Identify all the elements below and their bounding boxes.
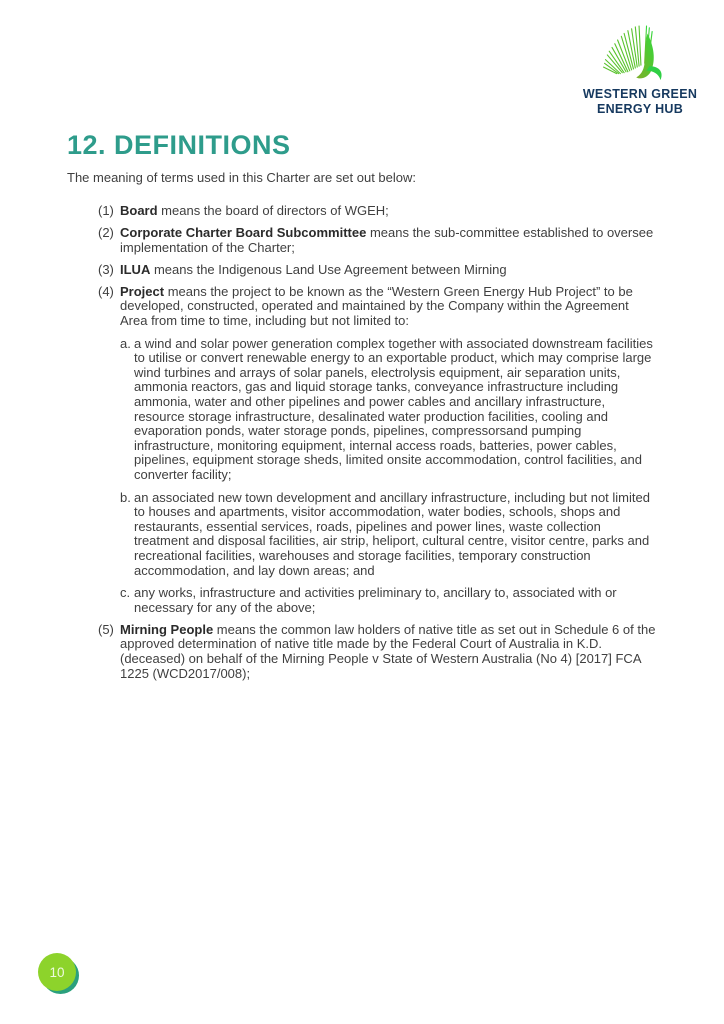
list-item-marker: (4)	[98, 283, 114, 299]
page-number-badge	[38, 953, 82, 997]
sub-definitions-list	[120, 337, 658, 616]
list-item	[98, 226, 658, 255]
list-item-marker: (3)	[98, 261, 114, 277]
sub-list-item-marker: c.	[120, 585, 131, 601]
sub-list-item-text: an associated new town development and ancillary infrastructure, including but not limited to houses and apartments, visitor accommodation, water bodies, schools, shops and restaurants, essential services, roads, pipelines and power lines, waste collection treatment and disposal facilities, air strip, heliport, cultural centre, visitor centre, parks and recreational facilities, warehouses and storage facilities, temporary construction accommodation, and lay down areas; and	[134, 489, 650, 578]
definition-term: Board	[120, 203, 158, 218]
content-column	[67, 130, 658, 689]
list-item-marker: (2)	[98, 225, 114, 241]
definition-term: Mirning People	[120, 621, 214, 637]
definition-term: ILUA	[120, 261, 151, 277]
list-item-body	[120, 263, 658, 278]
list-item-marker: (5)	[98, 621, 114, 637]
list-item	[98, 263, 658, 278]
page-title: DEFINITIONS	[114, 130, 291, 160]
sub-list-item	[120, 337, 658, 483]
list-item	[98, 623, 658, 681]
list-item-body	[120, 285, 658, 615]
intro-paragraph: The meaning of terms used in this Charter are set out below:	[67, 170, 417, 185]
definition-term: Corporate Charter Board Subcommittee	[120, 225, 367, 241]
eagle-logo-icon	[598, 24, 682, 84]
page-number: 10	[38, 953, 76, 991]
definition-text: means the Indigenous Land Use Agreement between Mirning	[150, 261, 507, 277]
company-logo	[572, 24, 708, 116]
logo-text-line1: WESTERN GREEN	[582, 87, 698, 101]
definition-text: means the board of directors of WGEH;	[157, 203, 389, 218]
list-item-body	[120, 204, 658, 219]
list-item	[98, 285, 658, 615]
section-number: 12.	[67, 130, 107, 160]
sub-list-item-marker: a.	[120, 335, 131, 351]
definition-term: Project	[120, 283, 165, 299]
sub-list-item-text: a wind and solar power generation complex together with associated downstream facilities to utilise or convert renewable energy to an exportable product, which may comprise large wind turbines and arrays of solar panels, electrolysis equipment, air separation units, ammonia reactors, gas and liquid storage tanks, conveyance infrastructure including ammonia, water and other pipelines and power cables and ancillary infrastructure, resource storage infrastructure, desalinated water production facilities, cooling and evaporation ponds, water storage ponds, pipelines, compressorsand pumping infrastructure, monitoring equipment, internal access roads, batteries, power cables, pipelines, equipment storage sheds, limited onsite accommodation, control facilities, and converter facility;	[134, 335, 653, 482]
sub-list-item-text: any works, infrastructure and activities preliminary to, ancillary to, associated with or necessary for any of the above;	[134, 585, 617, 615]
section-heading	[67, 130, 658, 160]
list-item	[98, 204, 658, 219]
sub-list-item	[120, 491, 658, 579]
definition-text: means the sub-committee established to oversee implementation of the Charter;	[120, 225, 654, 255]
definitions-list	[67, 204, 658, 681]
list-item-marker: (1)	[98, 203, 114, 218]
list-item-body	[120, 226, 658, 255]
definition-text: means the common law holders of native title as set out in Schedule 6 of the approved determination of native title made by the Federal Court of Australia in K.D. (deceased) on behalf of the Mirning People v State of Western Australia (No 4) [2017] FCA 1225 (WCD2017/008);	[120, 621, 656, 681]
definition-text: means the project to be known as the “Western Green Energy Hub Project” to be developed, constructed, operated and maintained by the Company within the Agreement Area from time to time, including but not limited to:	[120, 283, 633, 329]
logo-text-line2: ENERGY HUB	[596, 101, 684, 116]
list-item-body	[120, 623, 658, 681]
sub-list-item	[120, 586, 658, 615]
sub-list-item-marker: b.	[120, 489, 131, 505]
